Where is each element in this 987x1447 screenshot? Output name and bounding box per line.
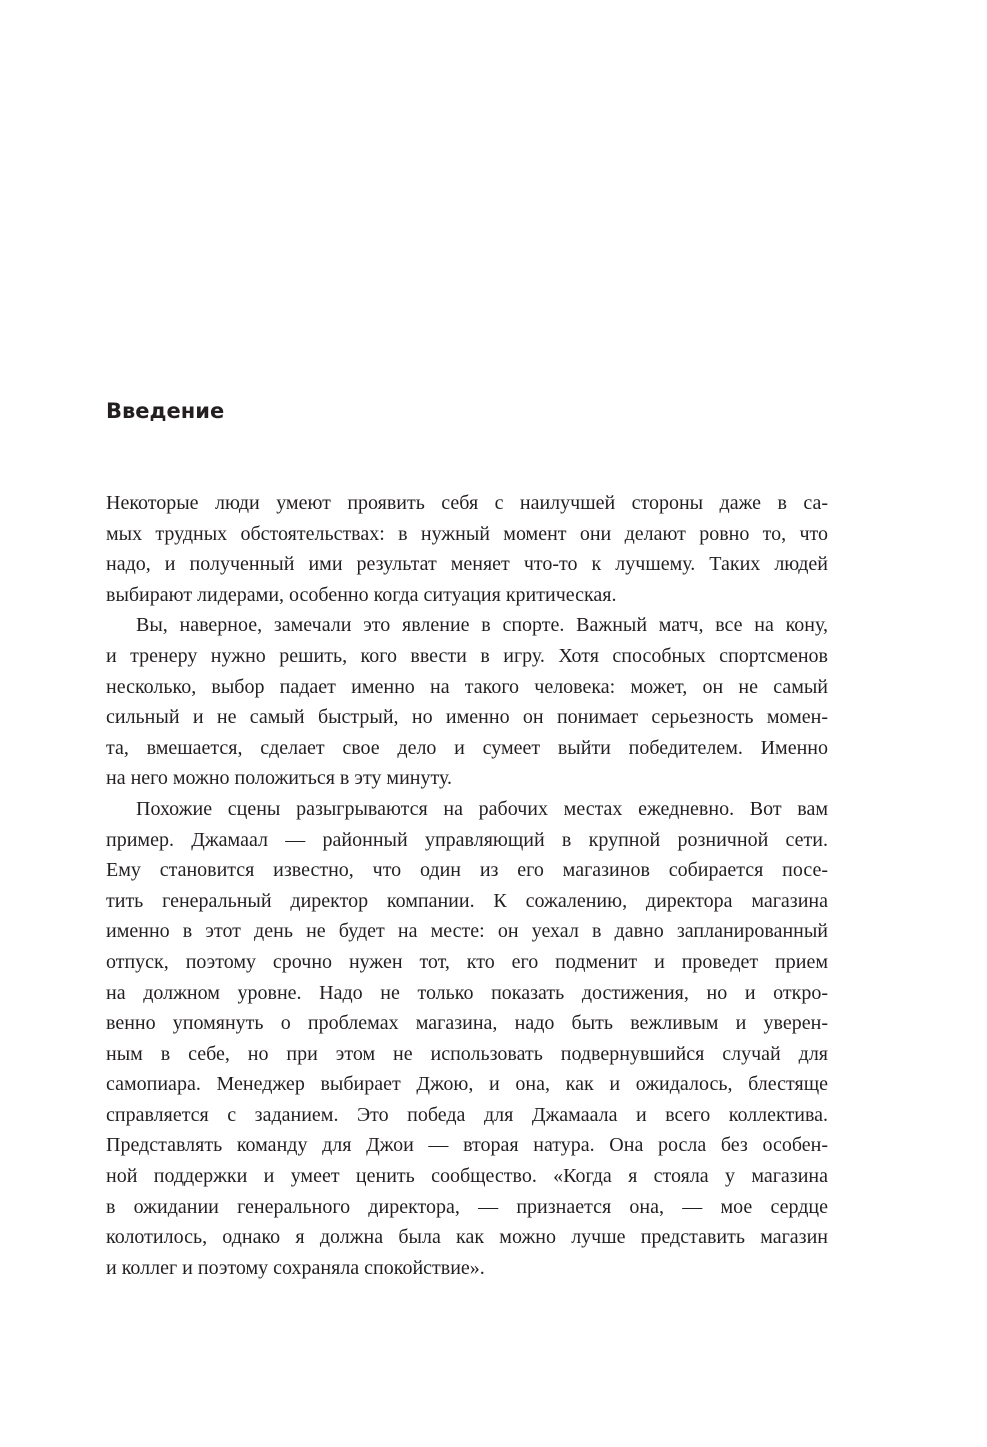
text-line: мых трудных обстоятельствах: в нужный момент они делают ровно то, что: [106, 522, 828, 545]
text-line: выбирают лидерами, особенно когда ситуация критическая.: [106, 583, 617, 606]
paragraph: [106, 610, 828, 794]
text-line: несколько, выбор падает именно на такого человека: может, он не самый: [106, 675, 828, 698]
text-line: на должном уровне. Надо не только показать достижения, но и откро-: [106, 981, 828, 1004]
text-line: Некоторые люди умеют проявить себя с наилучшей стороны даже в са-: [106, 492, 828, 514]
text-line: и тренеру нужно решить, кого ввести в игру. Хотя способных спортсменов: [106, 644, 828, 667]
text-line: самопиара. Менеджер выбирает Джою, и она, как и ожидалось, блестяще: [106, 1073, 828, 1096]
text-line: Представлять команду для Джои — вторая натура. Она росла без особен-: [106, 1134, 828, 1157]
text-line: ной поддержки и умеет ценить сообщество. «Когда я стояла у магазина: [106, 1165, 828, 1188]
text-line: отпуск, поэтому срочно нужен тот, кто его подменит и проведет прием: [106, 950, 828, 973]
text-line: ным в себе, но при этом не использовать подвернувшийся случай для: [106, 1042, 828, 1065]
text-line: колотилось, однако я должна была как можно лучше представить магазин: [106, 1226, 828, 1249]
text-line: та, вмешается, сделает свое дело и сумеет выйти победителем. Именно: [106, 736, 828, 759]
text-line: венно упомянуть о проблемах магазина, надо быть вежливым и уверен-: [106, 1012, 828, 1035]
text-line: в ожидании генерального директора, — признается она, — мое сердце: [106, 1195, 828, 1218]
body-text: [106, 488, 828, 1283]
paragraph: [106, 794, 828, 1284]
text-line: справляется с заданием. Это победа для Джамаала и всего коллектива.: [106, 1103, 828, 1126]
text-line: пример. Джамаал — районный управляющий в крупной розничной сети.: [106, 828, 828, 851]
text-line: Похожие сцены разыгрываются на рабочих местах ежедневно. Вот вам: [136, 797, 828, 820]
text-line: тить генеральный директор компании. К сожалению, директора магазина: [106, 889, 828, 912]
text-line: и коллег и поэтому сохраняла спокойствие».: [106, 1256, 485, 1279]
text-line: именно в этот день не будет на месте: он уехал в давно запланированный: [106, 920, 828, 943]
paragraph: [106, 488, 828, 610]
chapter-title: Введение: [106, 399, 225, 423]
text-line: сильный и не самый быстрый, но именно он понимает серьезность момен-: [106, 706, 828, 729]
text-line: на него можно положиться в эту минуту.: [106, 767, 452, 790]
text-line: Ему становится известно, что один из его магазинов собирается посе-: [106, 859, 828, 882]
text-line: надо, и полученный ими результат меняет что-то к лучшему. Таких людей: [106, 553, 828, 576]
text-line: Вы, наверное, замечали это явление в спорте. Важный матч, все на кону,: [136, 614, 828, 637]
